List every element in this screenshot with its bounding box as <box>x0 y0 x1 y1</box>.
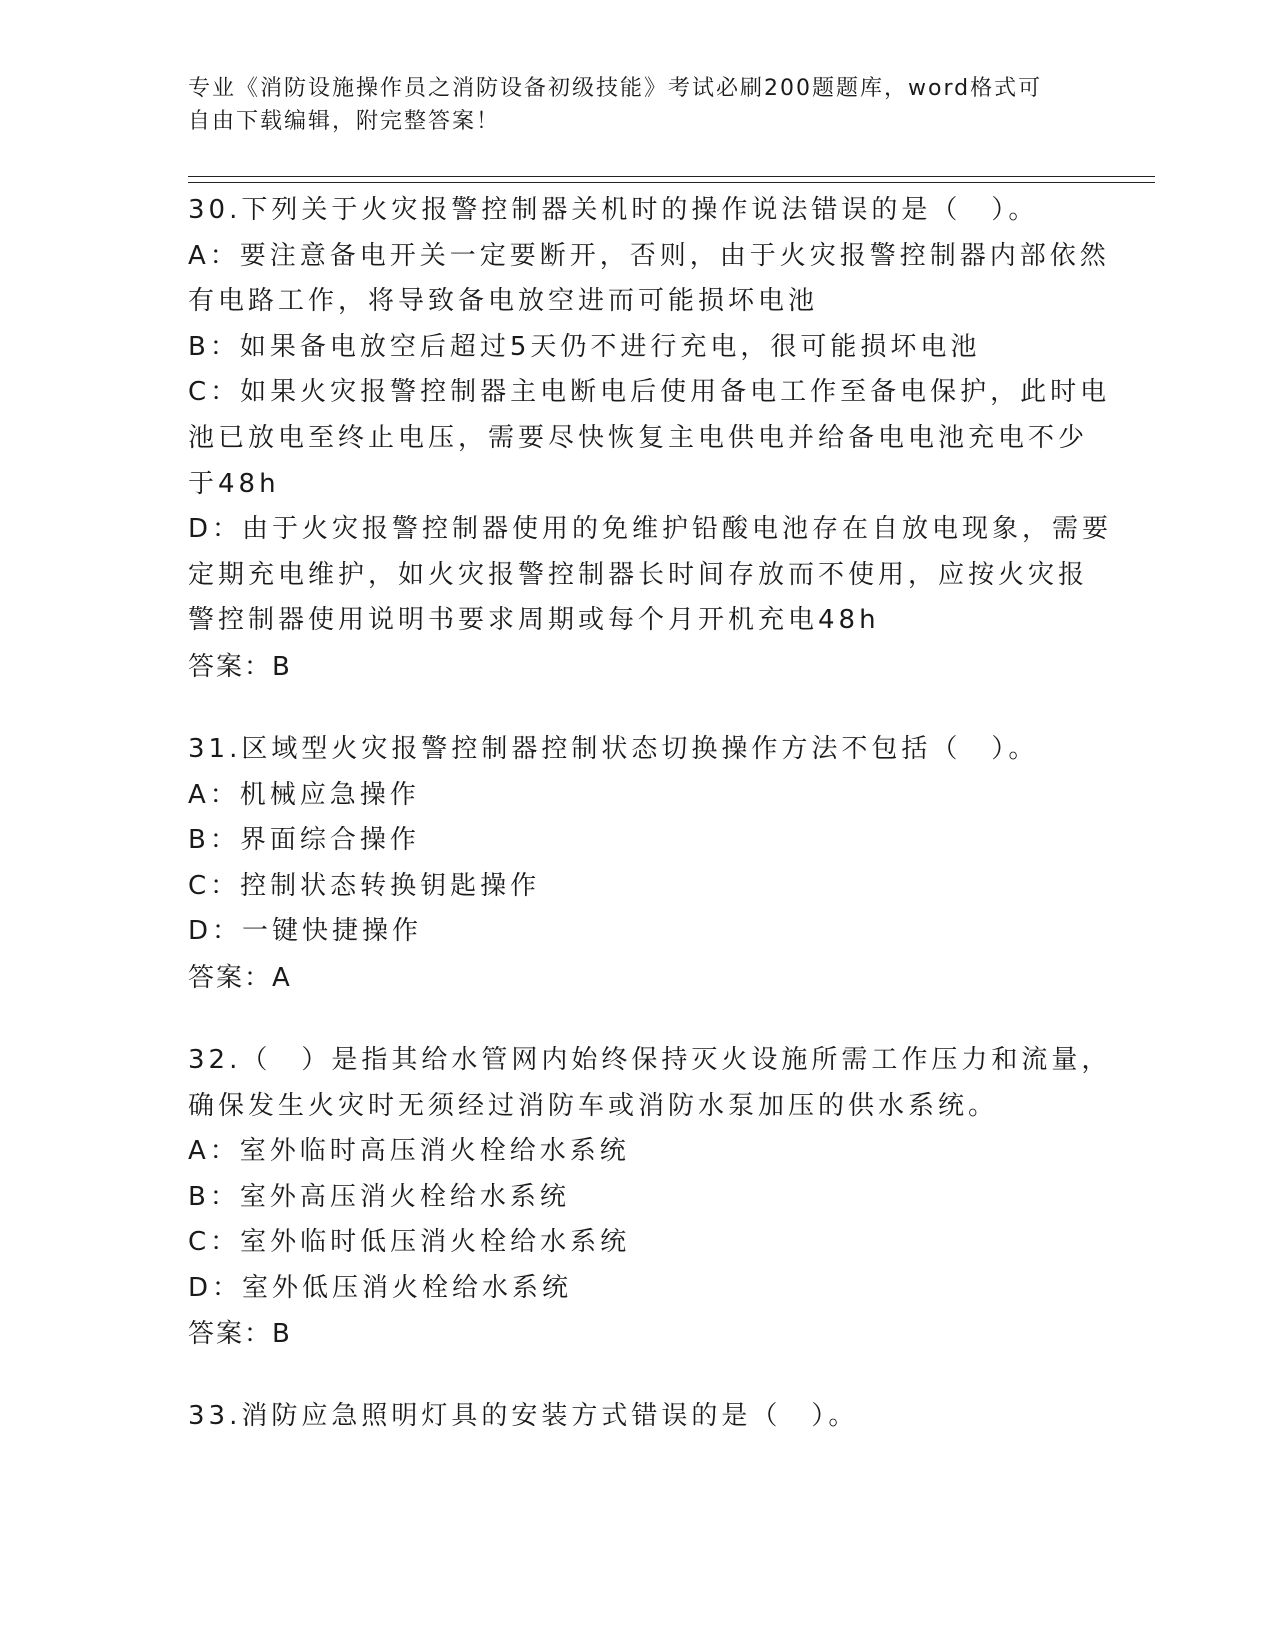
option-d: D：一键快捷操作 <box>188 916 423 947</box>
answer: 答案：B <box>188 1319 292 1350</box>
option-b: B：界面综合操作 <box>188 825 420 856</box>
question-32 <box>188 1038 1112 1358</box>
option-c: C：如果火灾报警控制器主电断电后使用备电工作至备电保护，此时电 <box>188 377 1111 408</box>
option-d-continued: 警控制器使用说明书要求周期或每个月开机充电48h <box>188 605 880 636</box>
option-d: D：由于火灾报警控制器使用的免维护铅酸电池存在自放电现象，需要 <box>188 514 1113 545</box>
question-33 <box>188 1394 1088 1440</box>
header-rule-bottom <box>188 182 1155 183</box>
option-c-continued: 池已放电至终止电压，需要尽快恢复主电供电并给备电电池充电不少 <box>188 422 1089 453</box>
answer: 答案：B <box>188 651 292 682</box>
header-line-2: 自由下载编辑，附完整答案！ <box>188 109 501 134</box>
question-stem: 32.（ ）是指其给水管网内始终保持灭火设施所需工作压力和流量， <box>188 1044 1112 1075</box>
option-a: A：要注意备电开关一定要断开，否则，由于火灾报警控制器内部依然 <box>188 240 1110 271</box>
option-c: C：控制状态转换钥匙操作 <box>188 870 541 901</box>
question-stem-continued: 确保发生火灾时无须经过消防车或消防水泵加压的供水系统。 <box>188 1090 999 1121</box>
header-rule-top <box>188 176 1155 177</box>
option-c-continued: 于48h <box>188 468 280 499</box>
question-stem: 31.区域型火灾报警控制器控制状态切换操作方法不包括（ ）。 <box>188 733 1039 764</box>
option-b: B：如果备电放空后超过5天仍不进行充电，很可能损坏电池 <box>188 331 981 362</box>
option-c: C：室外临时低压消火栓给水系统 <box>188 1227 631 1258</box>
option-a: A：机械应急操作 <box>188 779 420 810</box>
answer: 答案：A <box>188 962 292 993</box>
option-a-continued: 有电路工作，将导致备电放空进而可能损坏电池 <box>188 286 819 317</box>
question-31 <box>188 727 1088 1001</box>
option-d: D：室外低压消火栓给水系统 <box>188 1272 573 1303</box>
document-header <box>188 72 1088 138</box>
option-d-continued: 定期充电维护，如火灾报警控制器长时间存放而不使用，应按火灾报 <box>188 559 1089 590</box>
question-stem: 30.下列关于火灾报警控制器关机时的操作说法错误的是（ ）。 <box>188 195 1039 225</box>
option-b: B：室外高压消火栓给水系统 <box>188 1181 570 1212</box>
question-30 <box>188 188 1113 690</box>
option-a: A：室外临时高压消火栓给水系统 <box>188 1136 630 1167</box>
question-list <box>188 188 1113 1477</box>
header-line-1: 专业《消防设施操作员之消防设备初级技能》考试必刷200题题库，word格式可 <box>188 76 1043 101</box>
question-stem: 33.消防应急照明灯具的安装方式错误的是（ ）。 <box>188 1401 859 1432</box>
